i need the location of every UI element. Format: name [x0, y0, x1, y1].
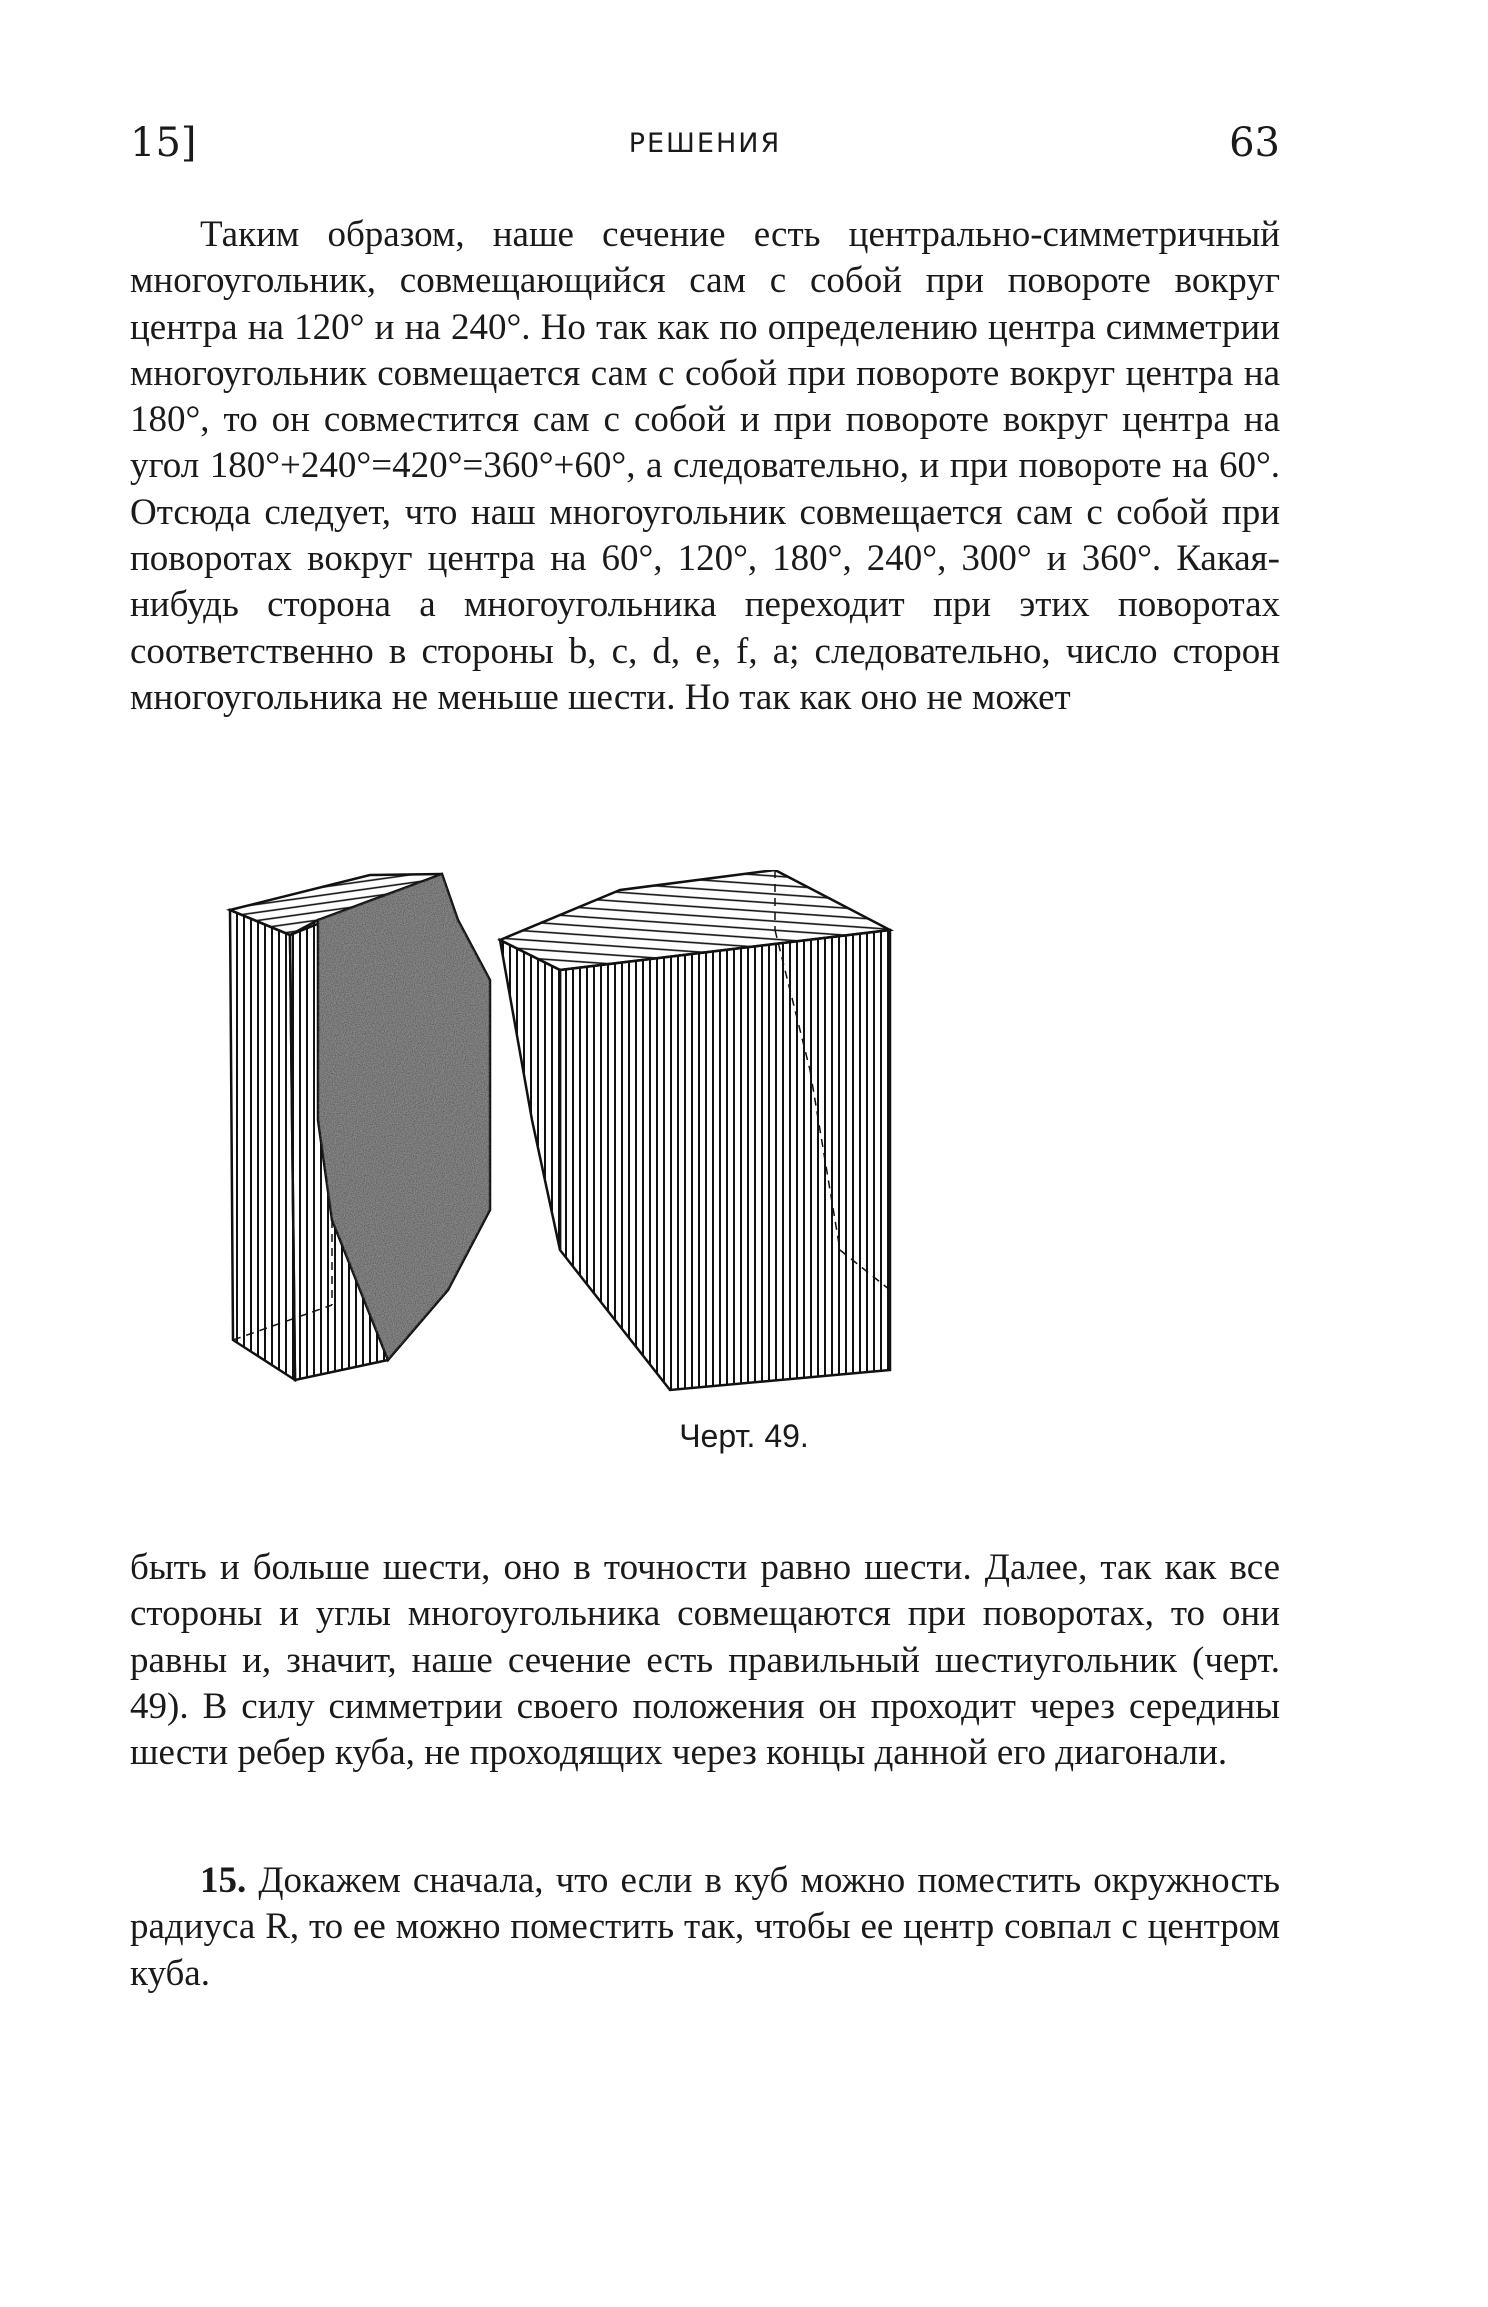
paragraph: Таким образом, наше сечение есть центрально-симметричный многоугольник, совмещающийся сам с собой при повороте вокруг центра на 120° и на 240°. Но так как по определению центра симметрии многоугольник совмещается сам с собой при повороте вокруг центра на 180°, то он совместится сам с собой и при повороте вокруг центра на угол 180°+240°=420°=360°+60°, а следовательно, и при повороте на 60°. Отсюда следует, что наш многоугольник совмещается сам с собой при поворотах вокруг центра на 60°, 120°, 180°, 240°, 300° и 360°. Какая-нибудь сторона a многоугольника переходит при этих поворотах соответственно в стороны b, c, d, e, f, a; следовательно, число сторон многоугольника не меньше шести. Но так как оно не может [130, 214, 1280, 718]
left-front-face [230, 910, 295, 1380]
problem-15 [130, 1858, 1280, 1997]
left-cube-piece [230, 874, 490, 1380]
figure-49 [200, 870, 1300, 1400]
right-cube-piece [500, 870, 890, 1390]
problem-number: 15. [200, 1860, 247, 1901]
body-text-top [130, 212, 1280, 721]
problem-paragraph [130, 1858, 1280, 1997]
figure-caption: Черт. 49. [679, 1418, 809, 1454]
page-header [130, 120, 1280, 170]
page-number: 63 [1229, 120, 1280, 166]
running-title: РЕШЕНИЯ [628, 128, 782, 159]
paragraph: быть и больше шести, оно в точности равно шести. Далее, так как все стороны и углы многоугольника совмещаются при поворотах, то они равны и, значит, наше сечение есть правильный шестиугольник (черт. 49). В силу симметрии своего положения он проходит через середины шести ребер куба, не проходящих через концы данной его диагонали. [130, 1547, 1280, 1774]
cube-sections-drawing [200, 870, 1300, 1400]
section-number: 15] [130, 120, 197, 166]
right-front-face [560, 930, 890, 1390]
body-text-bottom [130, 1545, 1280, 1776]
problem-text: Докажем сначала, что если в куб можно поместить окружность радиуса R, то ее можно поместить так, чтобы ее центр совпал с центром куба. [130, 1860, 1280, 1994]
right-left-face [500, 940, 560, 1250]
